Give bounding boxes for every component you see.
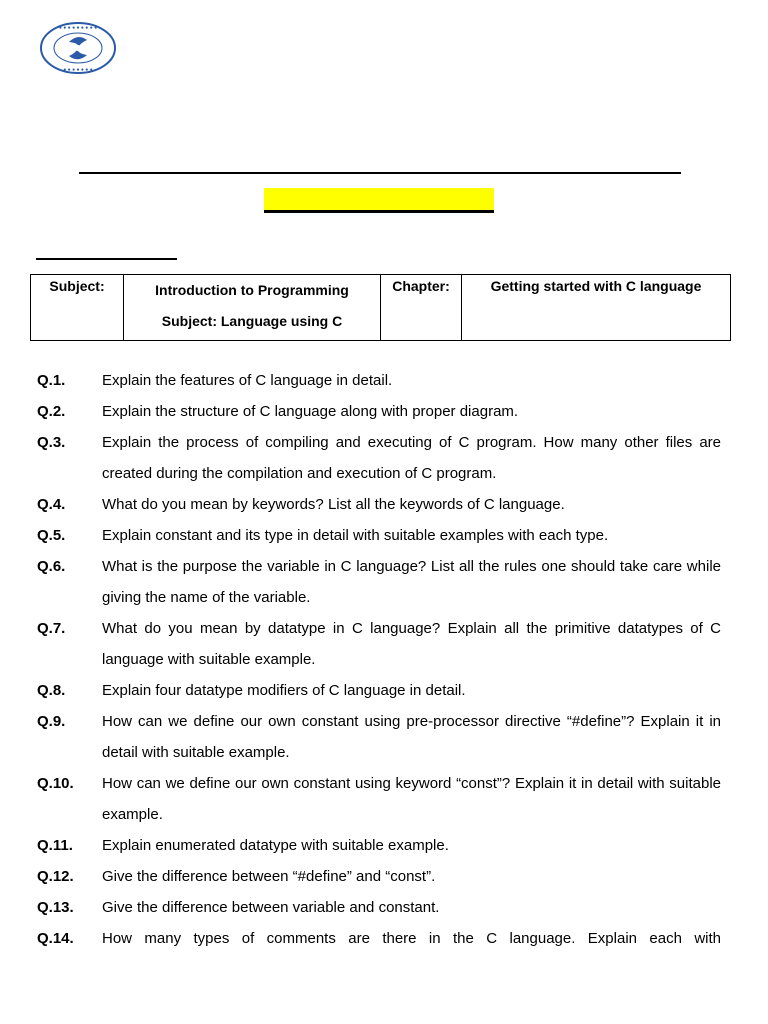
question-item xyxy=(37,675,721,706)
question-item xyxy=(37,768,721,830)
question-number: Q.14. xyxy=(37,930,74,947)
question-text: How can we define our own constant using keyword “const”? Explain it in detail with suitable example. xyxy=(102,775,721,823)
question-item xyxy=(37,365,721,396)
question-number: Q.4. xyxy=(37,496,66,513)
subject-line-1: Introduction to Programming xyxy=(155,282,349,298)
question-item xyxy=(37,427,721,489)
question-number: Q.2. xyxy=(37,403,66,420)
question-item xyxy=(37,520,721,551)
college-logo xyxy=(38,20,118,76)
question-number: Q.13. xyxy=(37,899,74,916)
question-text: What do you mean by datatype in C language? Explain all the primitive datatypes of C language with suitable example. xyxy=(102,620,721,668)
subject-label: Subject: xyxy=(31,275,124,341)
question-number: Q.3. xyxy=(37,434,66,451)
question-text: Explain four datatype modifiers of C language in detail. xyxy=(102,682,466,699)
question-number: Q.11. xyxy=(37,837,73,854)
chapter-label: Chapter: xyxy=(381,275,462,341)
subject-line-2: Subject: Language using C xyxy=(161,313,343,329)
question-text: Explain constant and its type in detail with suitable examples with each type. xyxy=(102,527,609,544)
question-text: Give the difference between “#define” and “const”. xyxy=(102,868,436,885)
question-number: Q.8. xyxy=(37,682,66,699)
question-item xyxy=(37,396,721,427)
question-text: How many types of comments are there in the C language. Explain each with xyxy=(102,930,721,947)
question-item xyxy=(37,551,721,613)
svg-text:● ● ● ● ● ● ●: ● ● ● ● ● ● ● xyxy=(63,67,93,73)
question-item xyxy=(37,892,721,923)
question-number: Q.9. xyxy=(37,713,66,730)
question-text: Explain the features of C language in detail. xyxy=(102,372,393,389)
question-number: Q.1. xyxy=(37,372,66,389)
question-item xyxy=(37,489,721,520)
question-item xyxy=(37,861,721,892)
question-item xyxy=(37,613,721,675)
svg-text:● ● ● ● ● ● ● ● ●: ● ● ● ● ● ● ● ● ● xyxy=(58,25,98,31)
question-item xyxy=(37,706,721,768)
question-text: Explain the structure of C language along with proper diagram. xyxy=(102,403,519,420)
question-list xyxy=(37,365,721,954)
subject-value xyxy=(124,275,381,341)
question-number: Q.10. xyxy=(37,775,74,792)
question-text: What do you mean by keywords? List all the keywords of C language. xyxy=(102,496,565,513)
question-number: Q.5. xyxy=(37,527,66,544)
question-text: How can we define our own constant using pre-processor directive “#define”? Explain it in detail with suitable example. xyxy=(102,713,721,761)
question-number: Q.12. xyxy=(37,868,74,885)
question-number: Q.7. xyxy=(37,620,66,637)
question-item xyxy=(37,923,721,954)
question-number: Q.6. xyxy=(37,558,66,575)
title-rule xyxy=(79,172,681,174)
subject-info-table xyxy=(30,274,731,341)
highlighted-heading-bar xyxy=(264,188,494,213)
section-rule xyxy=(36,258,177,260)
chapter-value: Getting started with C language xyxy=(462,275,731,341)
question-text: What is the purpose the variable in C language? List all the rules one should take care while giving the name of the variable. xyxy=(102,558,721,606)
question-item xyxy=(37,830,721,861)
question-text: Explain enumerated datatype with suitable example. xyxy=(102,837,449,854)
question-text: Explain the process of compiling and executing of C program. How many other files are created during the compilation and execution of C program. xyxy=(102,434,721,482)
question-text: Give the difference between variable and constant. xyxy=(102,899,440,916)
